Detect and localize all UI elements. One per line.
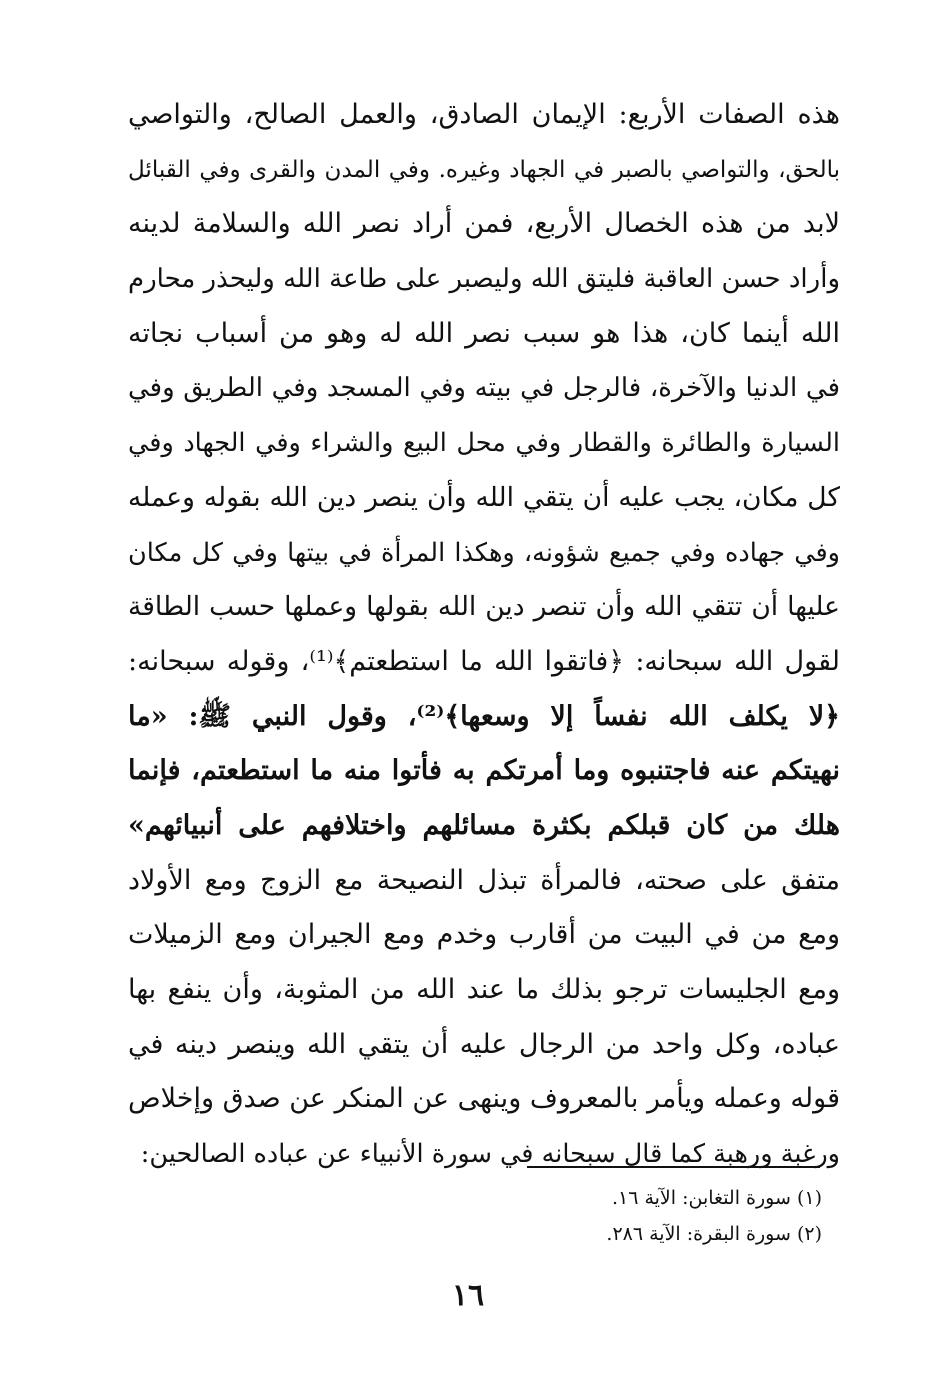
body-text <box>128 88 840 1182</box>
page-number: ١٦ <box>451 1278 485 1313</box>
text-line: وأراد حسن العاقبة فليتق الله وليصبر على طاعة الله وليحذر محارم <box>128 264 840 295</box>
footnotes <box>400 1180 822 1252</box>
text-line: الله أينما كان، هذا هو سبب نصر الله له وهو من أسباب نجاته <box>128 317 840 349</box>
text-line: هذه الصفات الأربع: الإيمان الصادق، والعمل الصالح، والتواصي <box>128 99 840 130</box>
footnote: (٢) سورة البقرة: الآية ٢٨٦. <box>606 1223 822 1245</box>
text-line: بالحق، والتواصي بالصبر في الجهاد وغيره. وفي المدن والقرى وفي القبائل <box>128 156 840 183</box>
text-line: السيارة والطائرة والقطار وفي محل البيع والشراء وفي الجهاد وفي <box>128 428 840 459</box>
text-line: لقول الله سبحانه: ﴿فاتقوا الله ما استطعتم﴾⁽¹⁾، وقوله سبحانه: <box>128 645 840 677</box>
text-line: لابد من هذه الخصال الأربع، فمن أراد نصر الله والسلامة لدينه <box>128 208 840 240</box>
text-line: ومع من في البيت من أقارب وخدم ومع الجيران ومع الزميلات <box>128 919 840 951</box>
text-line: ورغبة ورهبة كما قال سبحانه في سورة الأنبياء عن عباده الصالحين: <box>140 1139 840 1170</box>
text-line: نهيتكم عنه فاجتنبوه وما أمرتكم به فأتوا منه ما استطعتم، فإنما <box>128 755 840 787</box>
text-line: عباده، وكل واحد من الرجال عليه أن يتقي الله وينصر دينه في <box>128 1028 840 1060</box>
text-line: عليها أن تتقي الله وأن تنصر دين الله بقولها وعملها حسب الطاقة <box>128 591 840 623</box>
text-line: وفي جهاده وفي جميع شؤونه، وهكذا المرأة في بيتها وفي كل مكان <box>128 537 840 568</box>
text-line: ومع الجليسات ترجو بذلك ما عند الله من المثوبة، وأن ينفع بها <box>128 974 840 1005</box>
footnote-separator <box>527 1166 820 1168</box>
text-line: كل مكان، يجب عليه أن يتقي الله وأن ينصر دين الله بقوله وعمله <box>128 481 840 513</box>
text-line: قوله وعمله ويأمر بالمعروف وينهى عن المنكر عن صدق وإخلاص <box>128 1083 840 1115</box>
footnote: (١) سورة التغابن: الآية ١٦. <box>611 1187 822 1209</box>
text-line: متفق على صحته، فالمرأة تبذل النصيحة مع الزوج ومع الأولاد <box>128 864 840 896</box>
text-line: في الدنيا والآخرة، فالرجل في بيته وفي المسجد وفي الطريق وفي <box>128 373 840 404</box>
text-line: هلك من كان قبلكم بكثرة مسائلهم واختلافهم على أنبيائهم» <box>128 809 840 841</box>
text-line: ﴿لا يكلف الله نفساً إلا وسعها﴾⁽²⁾، وقول النبي ﷺ: «ما <box>128 700 841 732</box>
